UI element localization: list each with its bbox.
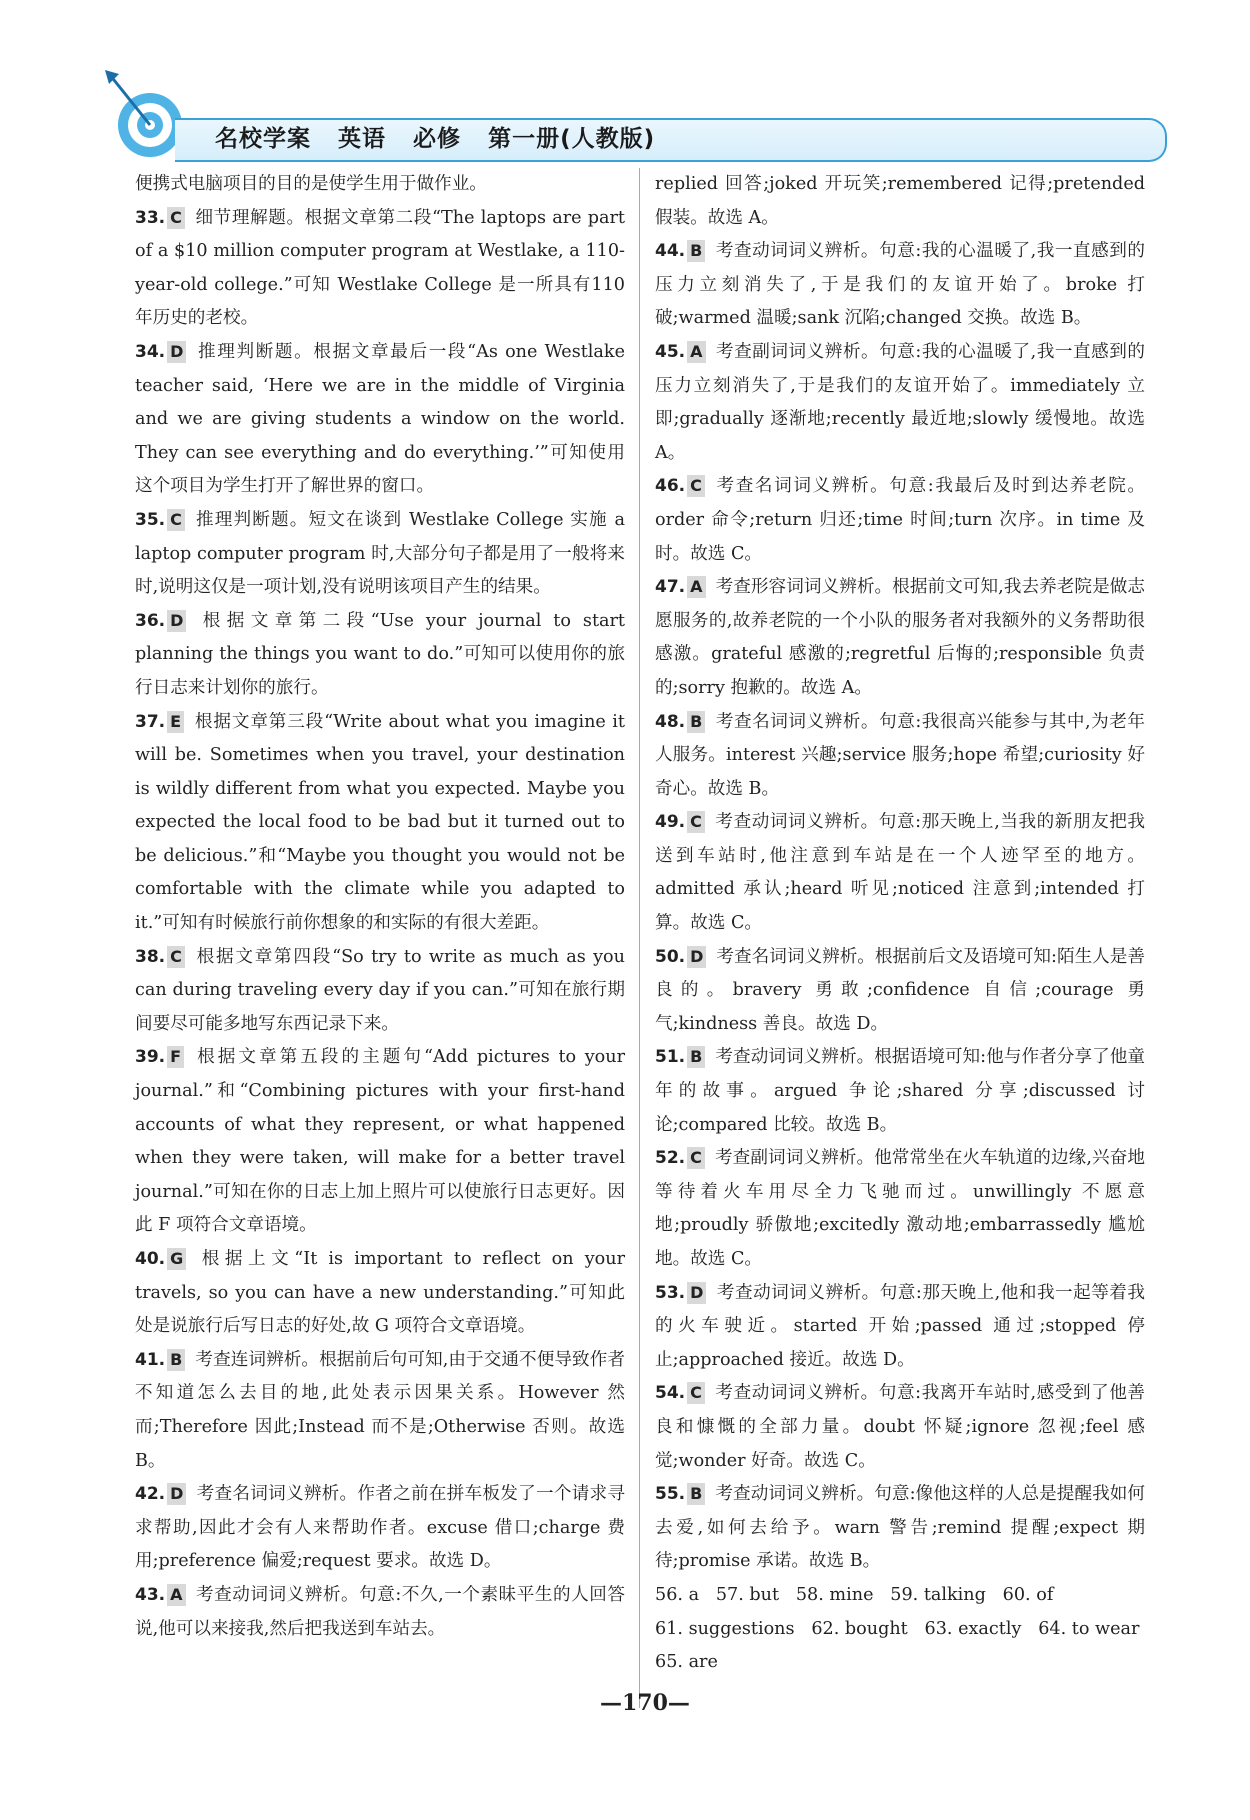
question-number: 35. <box>135 509 166 530</box>
question-number: 54. <box>655 1383 686 1404</box>
answer-letter: D <box>167 341 186 363</box>
answer-item <box>655 235 1145 336</box>
explanation-text: 考查动词词义辨析。句意:我离开车站时,感受到了他善良和慷慨的全部力量。doubt 怀疑;ignore 忽视;feel 感觉;wonder 好奇。故选 C。 <box>655 1383 1145 1471</box>
answer-letter: C <box>167 509 185 531</box>
explanation-text: 根据文章第二段“Use your journal to start planning the things you want to do.”可知可以使用你的旅行日志来计划你的旅行。 <box>135 610 625 698</box>
explanation-text: 考查名词词义辨析。句意:我最后及时到达养老院。order 命令;return 归还;time 时间;turn 次序。in time 及时。故选 C。 <box>655 476 1145 564</box>
explanation-text: 推理判断题。根据文章最后一段“As one Westlake teacher said, ‘Here we are in the middle of Virginia and we are giving students a window on the world. They can see everything and do everything.’”可知使用这个项目为学生打开了解世界的窗口。 <box>135 341 625 497</box>
answer-letter: C <box>167 946 185 968</box>
question-number: 39. <box>135 1047 166 1068</box>
answer-item <box>655 1142 1145 1276</box>
question-number: 45. <box>655 341 686 362</box>
question-number: 41. <box>135 1349 166 1370</box>
answer-letter: D <box>167 610 186 632</box>
answer-item <box>655 571 1145 705</box>
explanation-text: 考查副词词义辨析。句意:我的心温暖了,我一直感到的压力立刻消失了,于是我们的友谊开始了。immediately 立即;gradually 逐渐地;recently 最近地;slowly 缓慢地。故选 A。 <box>655 341 1145 463</box>
question-number: 55. <box>655 1484 686 1505</box>
question-number: 43. <box>135 1584 166 1605</box>
right-column <box>655 168 1145 1680</box>
answer-letter: C <box>687 475 705 497</box>
answer-item <box>655 1277 1145 1378</box>
explanation-text: 考查名词词义辨析。作者之前在拼车板发了一个请求寻求帮助,因此才会有人来帮助作者。excuse 借口;charge 费用;preference 偏爱;request 要求。故选 D。 <box>135 1484 625 1572</box>
answer-item <box>655 1041 1145 1142</box>
answer-letter: A <box>687 576 705 598</box>
explanation-text: 根据文章第三段“Write about what you imagine it will be. Sometimes when you travel, your destination is wildly different from what you expected. Maybe you expected the local food to be bad but it turned out to be delicious.”和“Maybe you thought you would not be comfortable with the climate while you adapted to it.”可知有时候旅行前你想象的和实际的有很大差距。 <box>135 711 625 934</box>
question-number: 50. <box>655 946 686 967</box>
answer-item <box>135 1478 625 1579</box>
answer-columns <box>135 168 1150 1708</box>
explanation-text: 考查副词词义辨析。他常常坐在火车轨道的边缘,兴奋地等待着火车用尽全力飞驰而过。unwillingly 不愿意地;proudly 骄傲地;excitedly 激动地;embarrassedly 尴尬地。故选 C。 <box>655 1148 1145 1269</box>
explanation-text: 考查动词词义辨析。句意:那天晚上,当我的新朋友把我送到车站时,他注意到车站是在一个人迹罕至的地方。admitted 承认;heard 听见;noticed 注意到;intended 打算。故选 C。 <box>655 812 1145 934</box>
answer-letter: C <box>167 207 185 229</box>
left-column <box>135 168 625 1646</box>
explanation-text: 考查形容词词义辨析。根据前文可知,我去养老院是做志愿服务的,故养老院的一个小队的服务者对我额外的义务帮助很感激。grateful 感激的;regretful 后悔的;responsible 负责的;sorry 抱歉的。故选 A。 <box>655 577 1145 698</box>
explanation-text: 考查动词词义辨析。句意:像他这样的人总是提醒我如何去爱,如何去给予。warn 警告;remind 提醒;expect 期待;promise 承诺。故选 B。 <box>655 1484 1145 1572</box>
answer-item <box>655 941 1145 1042</box>
question-number: 33. <box>135 207 166 228</box>
question-number: 36. <box>135 610 166 631</box>
answer-letter: C <box>687 1382 705 1404</box>
answer-item <box>655 470 1145 571</box>
explanation-text: 根据文章第四段“So try to write as much as you can during traveling every day if you can.”可知在旅行期间要尽可能多地写东西记录下来。 <box>135 946 625 1034</box>
answer-item <box>135 1041 625 1243</box>
question-number: 48. <box>655 711 686 732</box>
explanation-text: 考查连词辨析。根据前后句可知,由于交通不便导致作者不知道怎么去目的地,此处表示因果关系。However 然而;Therefore 因此;Instead 而不是;Otherwise 否则。故选 B。 <box>135 1349 625 1471</box>
answer-item <box>135 706 625 941</box>
explanation-text: 考查名词词义辨析。根据前后文及语境可知:陌生人是善良的。bravery 勇敢;confidence 自信;courage 勇气;kindness 善良。故选 D。 <box>655 946 1145 1034</box>
header-title: 名校学案 英语 必修 第一册(人教版) <box>215 126 656 152</box>
column-divider <box>639 168 640 1708</box>
answer-item <box>135 605 625 706</box>
page-header <box>105 70 1165 160</box>
answer-item <box>135 202 625 336</box>
answer-letter: E <box>167 711 184 733</box>
answer-letter: D <box>687 1282 706 1304</box>
explanation-text: 考查名词词义辨析。句意:我很高兴能参与其中,为老年人服务。interest 兴趣;service 服务;hope 希望;curiosity 好奇心。故选 B。 <box>655 711 1145 799</box>
answer-letter: B <box>687 1483 705 1505</box>
question-number: 44. <box>655 241 686 262</box>
answer-letter: C <box>687 1147 705 1169</box>
answer-item <box>655 1377 1145 1478</box>
answer-item <box>135 941 625 1042</box>
answer-letter: B <box>687 1046 705 1068</box>
answer-letter: A <box>687 341 705 363</box>
question-number: 49. <box>655 812 686 833</box>
answer-letter: C <box>687 811 705 833</box>
question-number: 42. <box>135 1484 166 1505</box>
answer-item <box>135 504 625 605</box>
answer-item <box>135 1579 625 1646</box>
question-number: 51. <box>655 1047 686 1068</box>
answer-letter: B <box>167 1349 185 1371</box>
answer-letter: D <box>167 1483 186 1505</box>
answer-letter: B <box>687 240 705 262</box>
answer-item <box>135 1344 625 1478</box>
explanation-text: 根据上文“It is important to reflect on your travels, so you can have a new understanding.”可知此处是说旅行后写日志的好处,故 G 项符合文章语境。 <box>135 1249 625 1337</box>
answer-item <box>655 1478 1145 1579</box>
fill-answer-line: 61. suggestions 62. bought 63. exactly 64. to wear <box>655 1618 1140 1639</box>
answer-letter: D <box>687 946 706 968</box>
explanation-text: 根据文章第五段的主题句“Add pictures to your journal.”和“Combining pictures with your first-hand accounts of what they represent, or what happened when they were taken, will make for a better travel journal.”可知在你的日志上加上照片可以使旅行日志更好。因此 F 项符合文章语境。 <box>135 1047 625 1236</box>
answer-letter: F <box>167 1046 184 1068</box>
answer-item <box>135 1243 625 1344</box>
fill-answer-line: 65. are <box>655 1652 718 1673</box>
explanation-text: 考查动词词义辨析。根据语境可知:他与作者分享了他童年的故事。argued 争论;shared 分享;discussed 讨论;compared 比较。故选 B。 <box>655 1047 1145 1135</box>
question-number: 52. <box>655 1148 686 1169</box>
explanation-text: 推理判断题。短文在谈到 Westlake College 实施 a laptop computer program 时,大部分句子都是用了一般将来时,说明这仅是一项计划,没有说明该项目产生的结果。 <box>135 509 625 598</box>
fill-answer-line: 56. a 57. but 58. mine 59. talking 60. of <box>655 1584 1054 1605</box>
answer-item <box>655 806 1145 940</box>
question-number: 34. <box>135 341 166 362</box>
answer-item <box>135 336 625 504</box>
question-number: 47. <box>655 577 686 598</box>
explanation-text: 考查动词词义辨析。句意:我的心温暖了,我一直感到的压力立刻消失了,于是我们的友谊开始了。broke 打破;warmed 温暖;sank 沉陷;changed 交换。故选 B。 <box>655 241 1145 329</box>
left-intro: 便携式电脑项目的目的是使学生用于做作业。 <box>135 174 487 194</box>
answer-letter: G <box>167 1248 186 1270</box>
answer-letter: B <box>687 711 705 733</box>
explanation-text: 考查动词词义辨析。句意:那天晚上,他和我一起等着我的火车驶近。started 开始;passed 通过;stopped 停止;approached 接近。故选 D。 <box>655 1282 1145 1370</box>
question-number: 37. <box>135 711 166 732</box>
question-number: 53. <box>655 1282 686 1303</box>
page-number: —170— <box>600 1690 690 1716</box>
question-number: 40. <box>135 1249 166 1269</box>
question-number: 46. <box>655 476 686 497</box>
explanation-text: 细节理解题。根据文章第二段“The laptops are part of a $10 million computer program at Westlake, a 110-year-old college.”可知 Westlake College 是一所具有110年历史的老校。 <box>135 207 625 329</box>
target-arrow-icon <box>105 70 185 160</box>
answer-letter: A <box>167 1584 185 1606</box>
answer-item <box>655 336 1145 470</box>
question-number: 38. <box>135 946 166 967</box>
explanation-text: 考查动词词义辨析。句意:不久,一个素昧平生的人回答说,他可以来接我,然后把我送到车站去。 <box>135 1584 625 1639</box>
right-intro: replied 回答;joked 开玩笑;remembered 记得;pretended 假装。故选 A。 <box>655 174 1145 228</box>
answer-item <box>655 706 1145 807</box>
